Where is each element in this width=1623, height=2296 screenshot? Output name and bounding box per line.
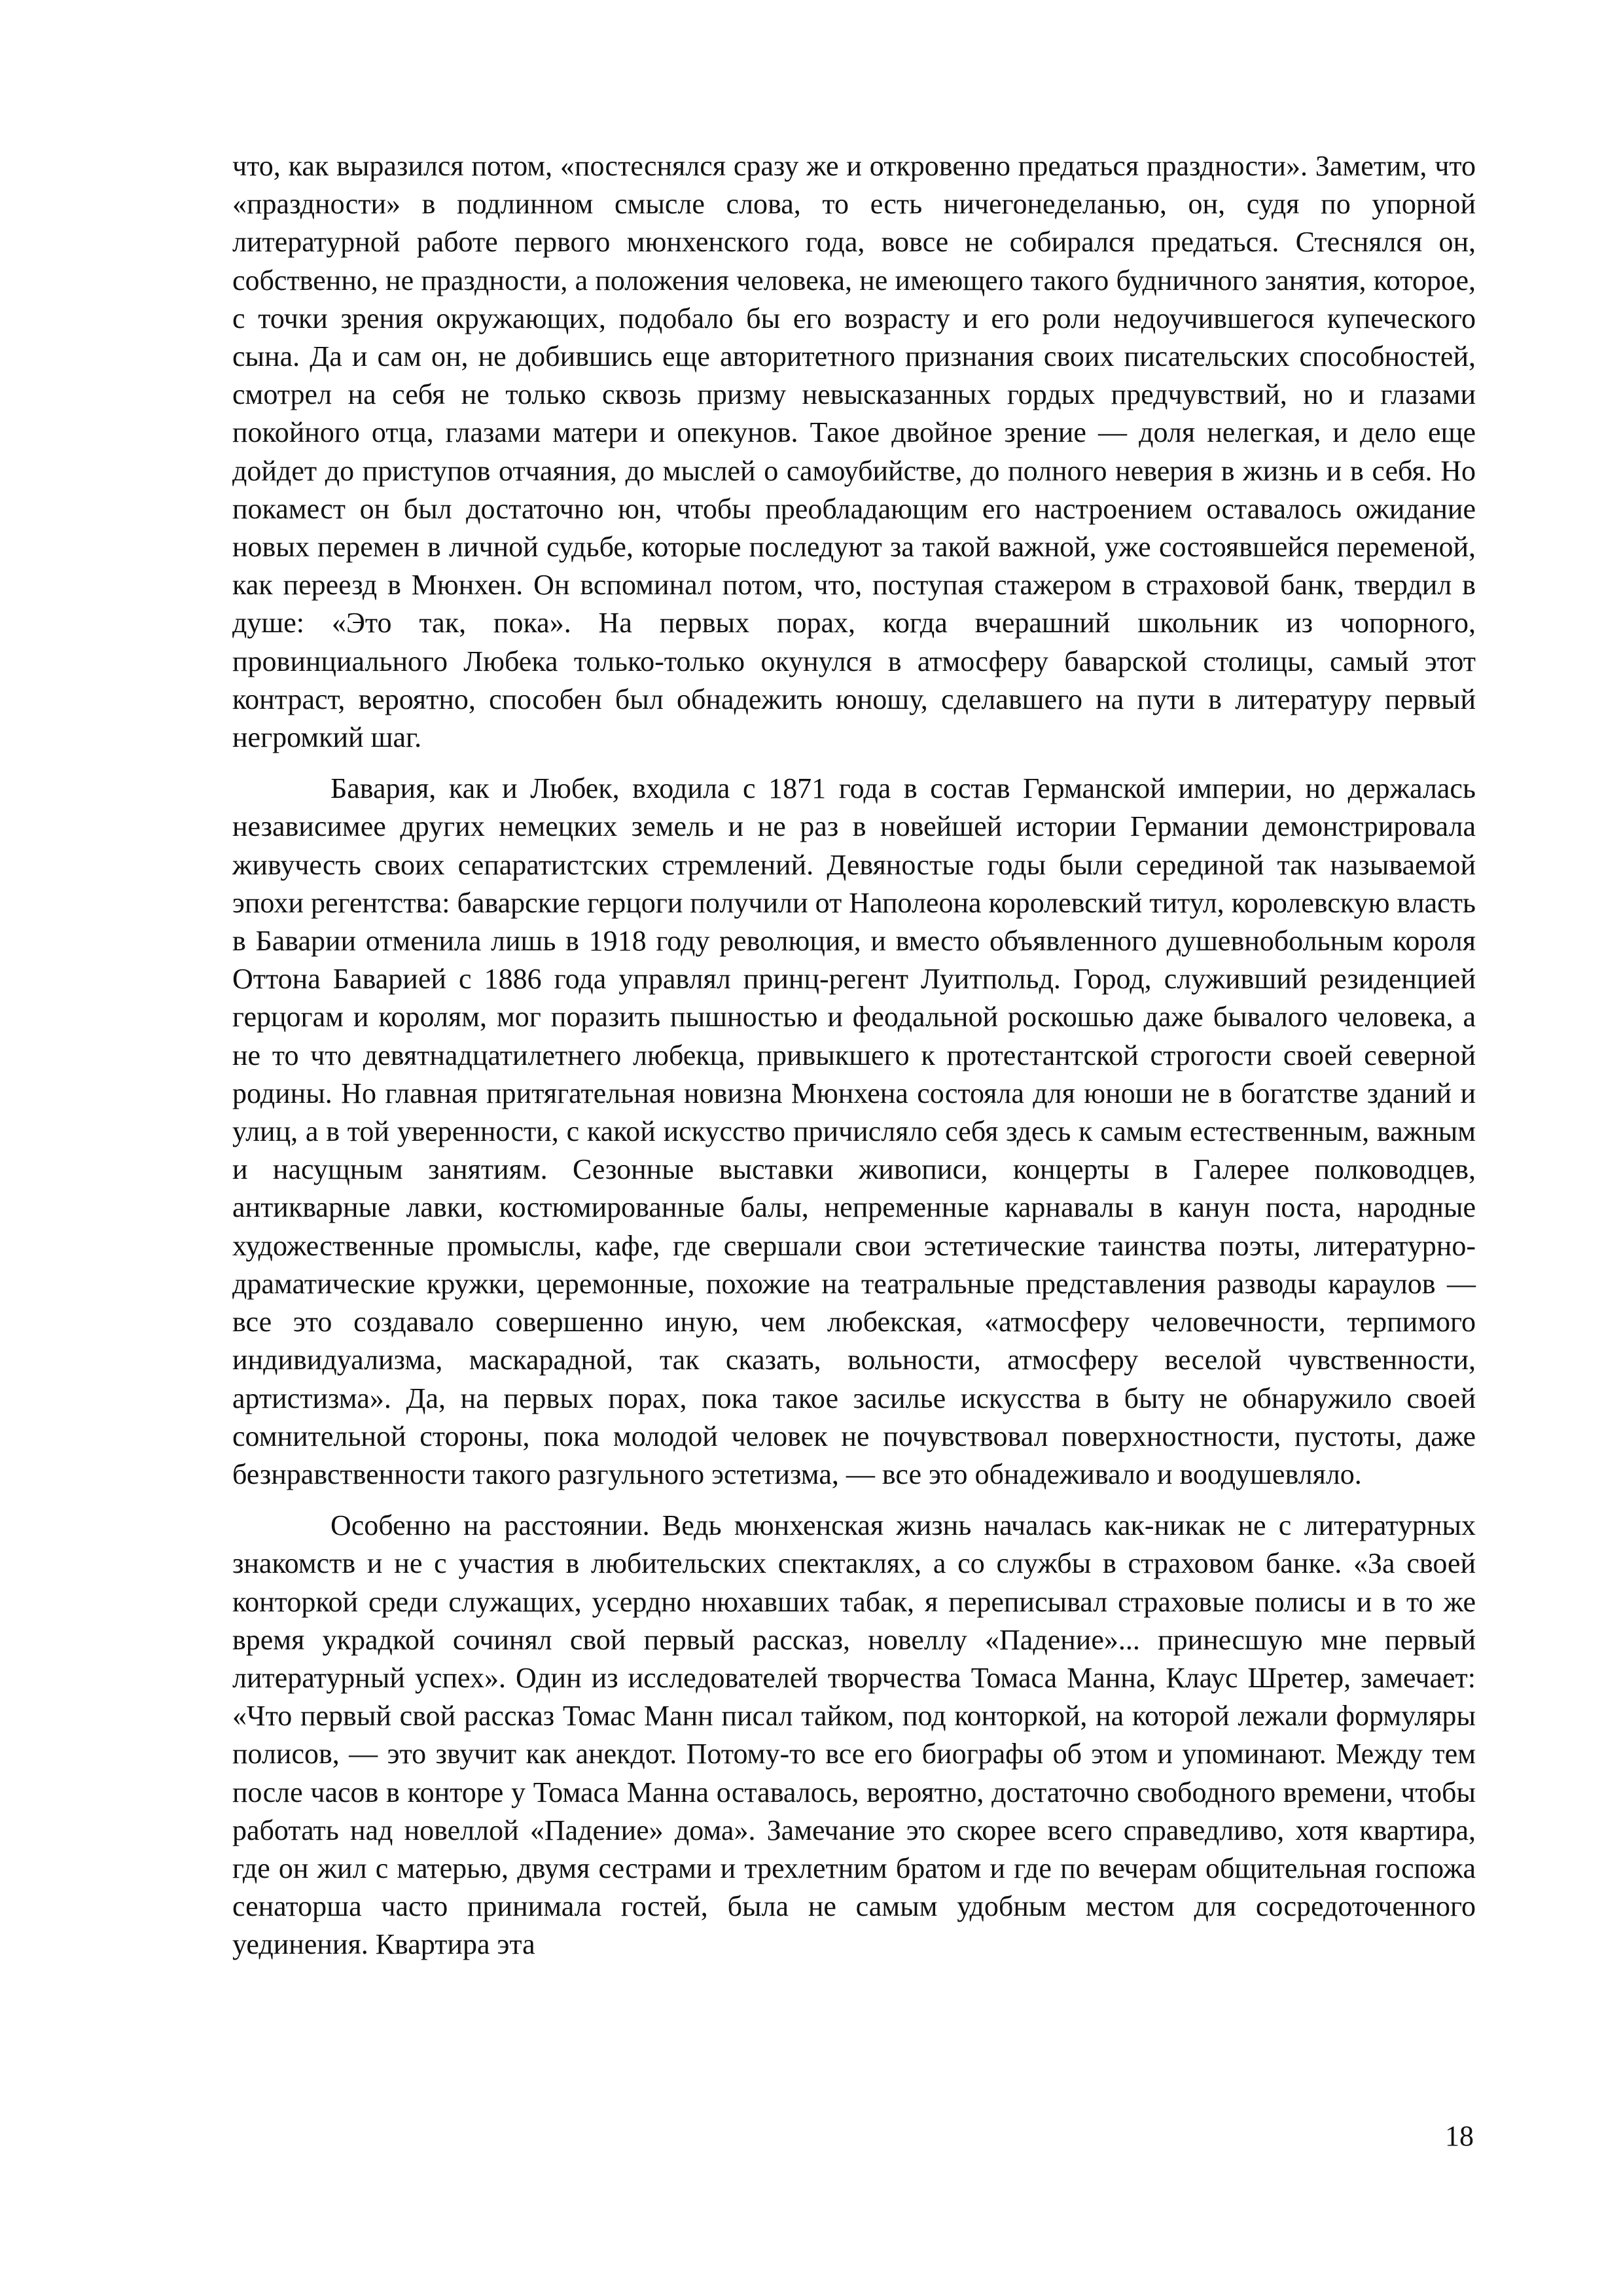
paragraph-1: что, как выразился потом, «постеснялся сразу же и откровенно предаться праздности». Заметим, что «праздности» в подлинном смысле слова, то есть ничегонеделанью, он, судя по упорной литературной работе первого мюнхенского года, вовсе не собирался предаться. Стеснялся он, собственно, не праздности, а положения человека, не имеющего такого будничного занятия, которое, с точки зрения окружающих, подобало бы его возрасту и его роли недоучившегося купеческого сына. Да и сам он, не добившись еще авторитетного признания своих писательских способностей, смотрел на себя не только сквозь призму невысказанных гордых предчувствий, но и глазами покойного отца, глазами матери и опекунов. Такое двойное зрение — доля нелегкая, и дело еще дойдет до приступов отчаяния, до мыслей о самоубийстве, до полного неверия в жизнь и в себя. Но покамест он был достаточно юн, чтобы преобладающим его настроением оставалось ожидание новых перемен в личной судьбе, которые последуют за такой важной, уже состоявшейся переменой, как переезд в Мюнхен. Он вспоминал потом, что, поступая стажером в страховой банк, твердил в душе: «Это так, пока». На первых порах, когда вчерашний школьник из чопорного, провинциального Любека только-только окунулся в атмосферу баварской столицы, самый этот контраст, вероятно, способен был обнадежить юношу, сделавшего на пути в литературу первый негромкий шаг. [232,150,1476,754]
page-number: 18 [1445,2120,1474,2152]
paragraph-2: Бавария, как и Любек, входила с 1871 года в состав Германской империи, но держалась независимее других немецких земель и не раз в новейшей истории Германии демонстрировала живучесть своих сепаратистских стремлений. Девяностые годы были серединой так называемой эпохи регентства: баварские герцоги получили от Наполеона королевский титул, королевскую власть в Баварии отменила лишь в 1918 году революция, и вместо объявленного душевнобольным короля Оттона Баварией с 1886 года управлял принц-регент Луитпольд. Город, служивший резиденцией герцогам и королям, мог поразить пышностью и феодальной роскошью даже бывалого человека, а не то что девятнадцатилетнего любекца, привыкшего к протестантской строгости своей северной родины. Но главная притягательная новизна Мюнхена состояла для юноши не в богатстве зданий и улиц, а в той уверенности, с какой искусство причисляло себя здесь к самым естественным, важным и насущным занятиям. Сезонные выставки живописи, концерты в Галерее полководцев, антикварные лавки, костюмированные балы, непременные карнавалы в канун поста, народные художественные промыслы, кафе, где свершали свои эстетические таинства поэты, литературно-драматические кружки, церемонные, похожие на театральные представления разводы караулов — все это создавало совершенно иную, чем любекская, «атмосферу человечности, терпимого индивидуализма, маскарадной, так сказать, вольности, атмосферу веселой чувственности, артистизма». Да, на первых порах, пока такое засилье искусства в быту не обнаружило своей сомнительной стороны, пока молодой человек не почувствовал поверхностности, пустоты, даже безнравственности такого разгульного эстетизма, — все это обнадеживало и воодушевляло. [232,772,1476,1490]
paragraph-3: Особенно на расстоянии. Ведь мюнхенская жизнь началась как-никак не с литературных знакомств и не с участия в любительских спектаклях, а со службы в страховом банке. «За своей конторкой среди служащих, усердно нюхавших табак, я переписывал страховые полисы и в то же время украдкой сочинял свой первый рассказ, новеллу «Падение»... принесшую мне первый литературный успех». Один из исследователей творчества Томаса Манна, Клаус Шретер, замечает: «Что первый свой рассказ Томас Манн писал тайком, под конторкой, на которой лежали формуляры полисов, — это звучит как анекдот. Потому-то все его биографы об этом и упоминают. Между тем после часов в конторе у Томаса Манна оставалось, вероятно, достаточно свободного времени, чтобы работать над новеллой «Падение» дома». Замечание это скорее всего справедливо, хотя квартира, где он жил с матерью, двумя сестрами и трехлетним братом и где по вечерам общительная госпожа сенаторша часто принимала гостей, была не самым удобным местом для сосредоточенного уединения. Квартира эта [232,1509,1476,1961]
page-body [232,147,1476,1977]
